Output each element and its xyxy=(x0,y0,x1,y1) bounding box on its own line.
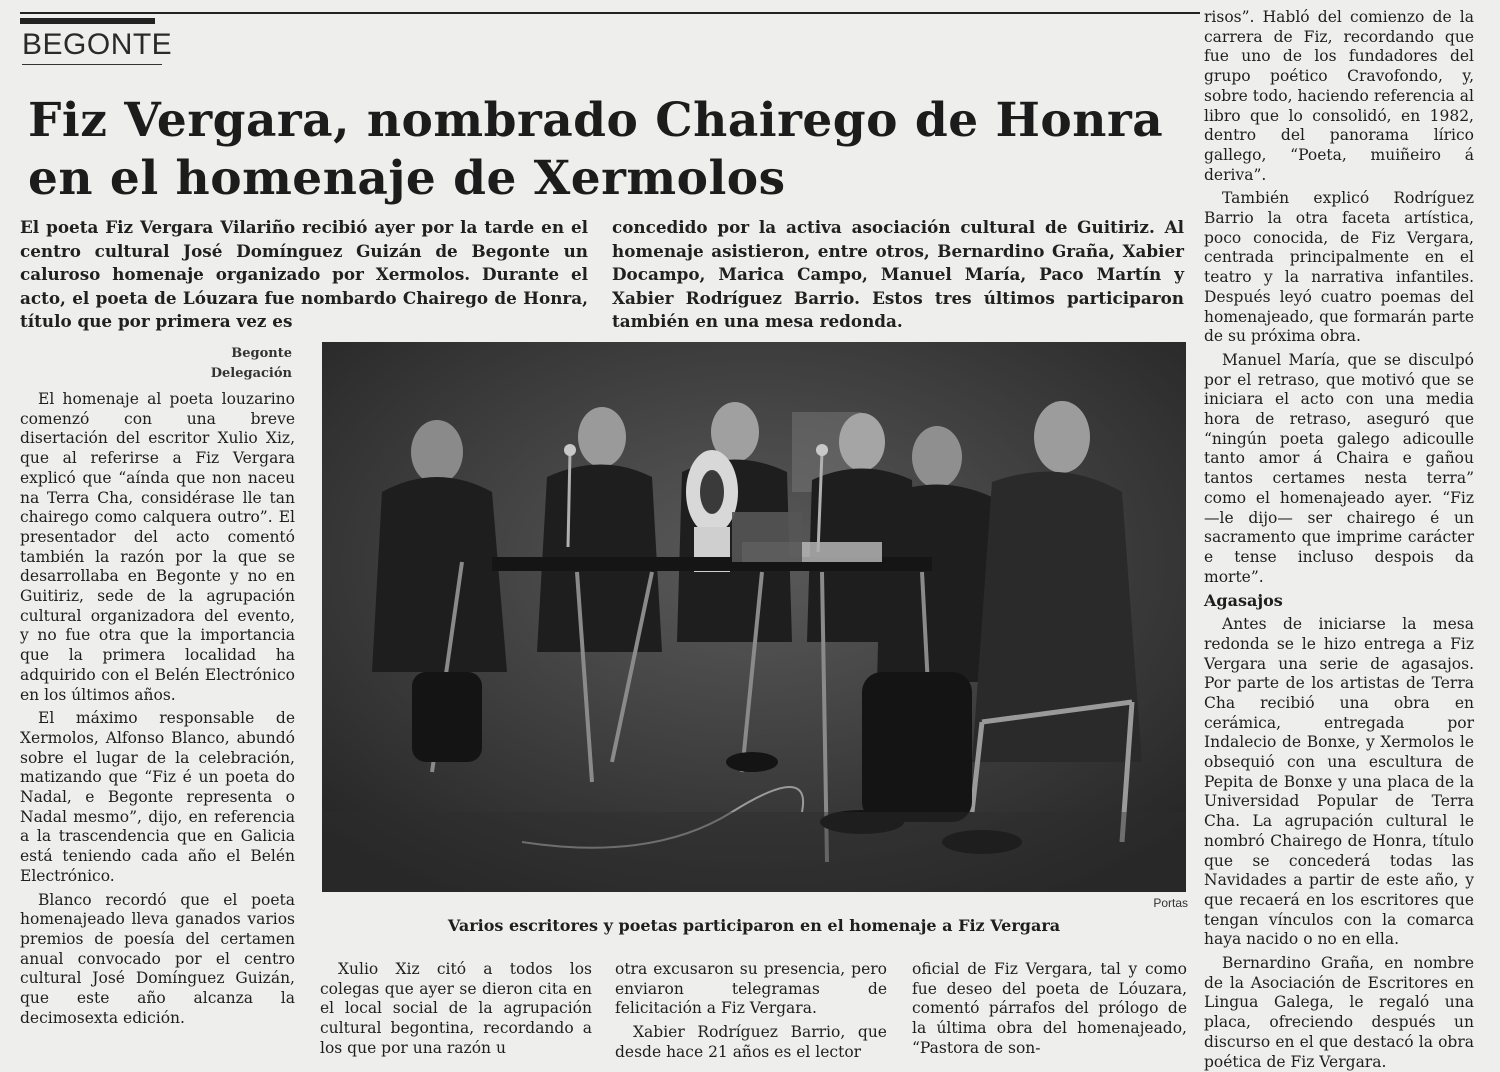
right-subhead: Agasajos xyxy=(1204,591,1283,611)
bottom2-paragraph-1: otra excusaron su presencia, pero enviaron telegramas de felicitación a Fiz Vergara. xyxy=(615,960,887,1018)
byline-source: Delegación xyxy=(210,366,292,381)
column-bottom-2 xyxy=(615,960,887,1061)
right-paragraph-2: También explicó Rodríguez Barrio la otra faceta artística, poco conocida, de Fiz Vergara, centrada principalmente en el teatro y la narrativa infantiles. Después leyó cuatro poemas del homenajeado, que formarán parte de su próxima obra. xyxy=(1204,189,1474,346)
right-paragraph-4: Antes de iniciarse la mesa redonda se le hizo entrega a Fiz Vergara una serie de agasajos. Por parte de los artistas de Terra Cha recibió una obra en cerámica, entregada por Indalecio de Bonxe, y Xermolos le obsequió con una escultura de Pepita de Bonxe y una placa de la Universidad Popular de Terra Cha. La agrupación cultural le nombró Chairego de Honra, título que se concederá todas las Navidades a partir de este año, y que recaerá en los escritores que tengan vínculos con la comarca haya nacido o no en ella. xyxy=(1204,615,1474,949)
left-paragraph-3: Blanco recordó que el poeta homenajeado lleva ganados varios premios de poesía del certamen anual convocado por el centro cultural José Domínguez Guizán, que este año alcanza la decimosexta edición. xyxy=(20,890,295,1027)
news-photo xyxy=(322,342,1186,892)
byline xyxy=(190,344,292,384)
section-tab-bar xyxy=(20,18,155,24)
column-left xyxy=(20,390,295,1055)
top-rule xyxy=(20,12,1200,14)
right-paragraph-5: Bernardino Graña, en nombre de la Asociación de Escritores en Lingua Galega, le regaló una placa, ofreciendo después un discurso en el que destacó la obra poética de Fiz Vergara. xyxy=(1204,954,1474,1071)
left-paragraph-1: El homenaje al poeta louzarino comenzó con una breve disertación del escritor Xulio Xiz, que al referirse a Fiz Vergara explicó que “aínda que non naceu na Terra Cha, considérase lle tan chairego como calquera outro”. El presentador del acto comentó también la razón por la que se desarrollaba en Begonte y no en Guitiriz, sede de la agrupación cultural organizadora del evento, y no fue otra que la importancia que la primera localidad ha adquirido con el Belén Electrónico en los últimos años. xyxy=(20,390,295,704)
column-bottom-1 xyxy=(320,960,592,1055)
bottom2-paragraph-2: Xabier Rodríguez Barrio, que desde hace 21 años es el lector xyxy=(615,1023,887,1061)
photo-illustration xyxy=(322,342,1186,892)
lede-part-2: concedido por la activa asociación cultural de Guitiriz. Al homenaje asistieron, entre otros, Bernardino Graña, Xabier Docampo, Marica Campo, Manuel María, Paco Martín y Xabier Rodríguez Barrio. Estos tres últimos participaron también en una mesa redonda. xyxy=(612,217,1184,331)
right-paragraph-1: risos”. Habló del comienzo de la carrera de Fiz, recordando que fue uno de los fundadores del grupo poético Cravofondo, y, sobre todo, haciendo referencia al libro que lo consolidó, en 1982, dentro del panorama lírico gallego, “Poeta, muiñeiro á deriva”. xyxy=(1204,8,1474,184)
section-label: BEGONTE xyxy=(22,28,162,65)
right-paragraph-3: Manuel María, que se disculpó por el retraso, que motivó que se iniciara el acto con una media hora de retraso, aseguró que “ningún poeta galego adicoulle tanto amor á Chaira e gañou tantos certames nesta terra” como el homenajeado ayer. “Fiz —le dijo— ser chairego é un sacramento que imprime carácter e tense incluso despois da morte”. xyxy=(1204,350,1474,586)
left-paragraph-2: El máximo responsable de Xermolos, Alfonso Blanco, abundó sobre el lugar de la celebración, matizando que “Fiz é un poeta do Nadal, e Begonte representa o Nadal mesmo”, dijo, en referencia a la trascendencia que en Galicia está teniendo cada año el Belén Electrónico. xyxy=(20,709,295,885)
photo-credit: Portas xyxy=(1153,896,1188,910)
column-bottom-3 xyxy=(912,960,1187,1055)
bottom3-paragraph-1: oficial de Fiz Vergara, tal y como fue deseo del poeta de Lóuzara, comentó párrafos del prólogo de la última obra del homenajeado, “Pastora de son- xyxy=(912,960,1187,1057)
lede-part-1: El poeta Fiz Vergara Vilariño recibió ayer por la tarde en el centro cultural José Domínguez Guizán de Begonte un caluroso homenaje organizado por Xermolos. Durante el acto, el poeta de Lóuzara fue nombardo Chairego de Honra, título que por primera vez es xyxy=(20,217,588,331)
column-right xyxy=(1204,8,1474,1071)
byline-place: Begonte xyxy=(231,346,292,361)
photo-caption: Varios escritores y poetas participaron en el homenaje a Fiz Vergara xyxy=(447,916,1061,935)
headline: Fiz Vergara, nombrado Chairego de Honra en el homenaje de Xermolos xyxy=(28,93,1164,206)
bottom1-paragraph-1: Xulio Xiz citó a todos los colegas que ayer se dieron cita en el local social de la agrupación cultural begontina, recordando a los que por una razón u xyxy=(320,960,592,1057)
